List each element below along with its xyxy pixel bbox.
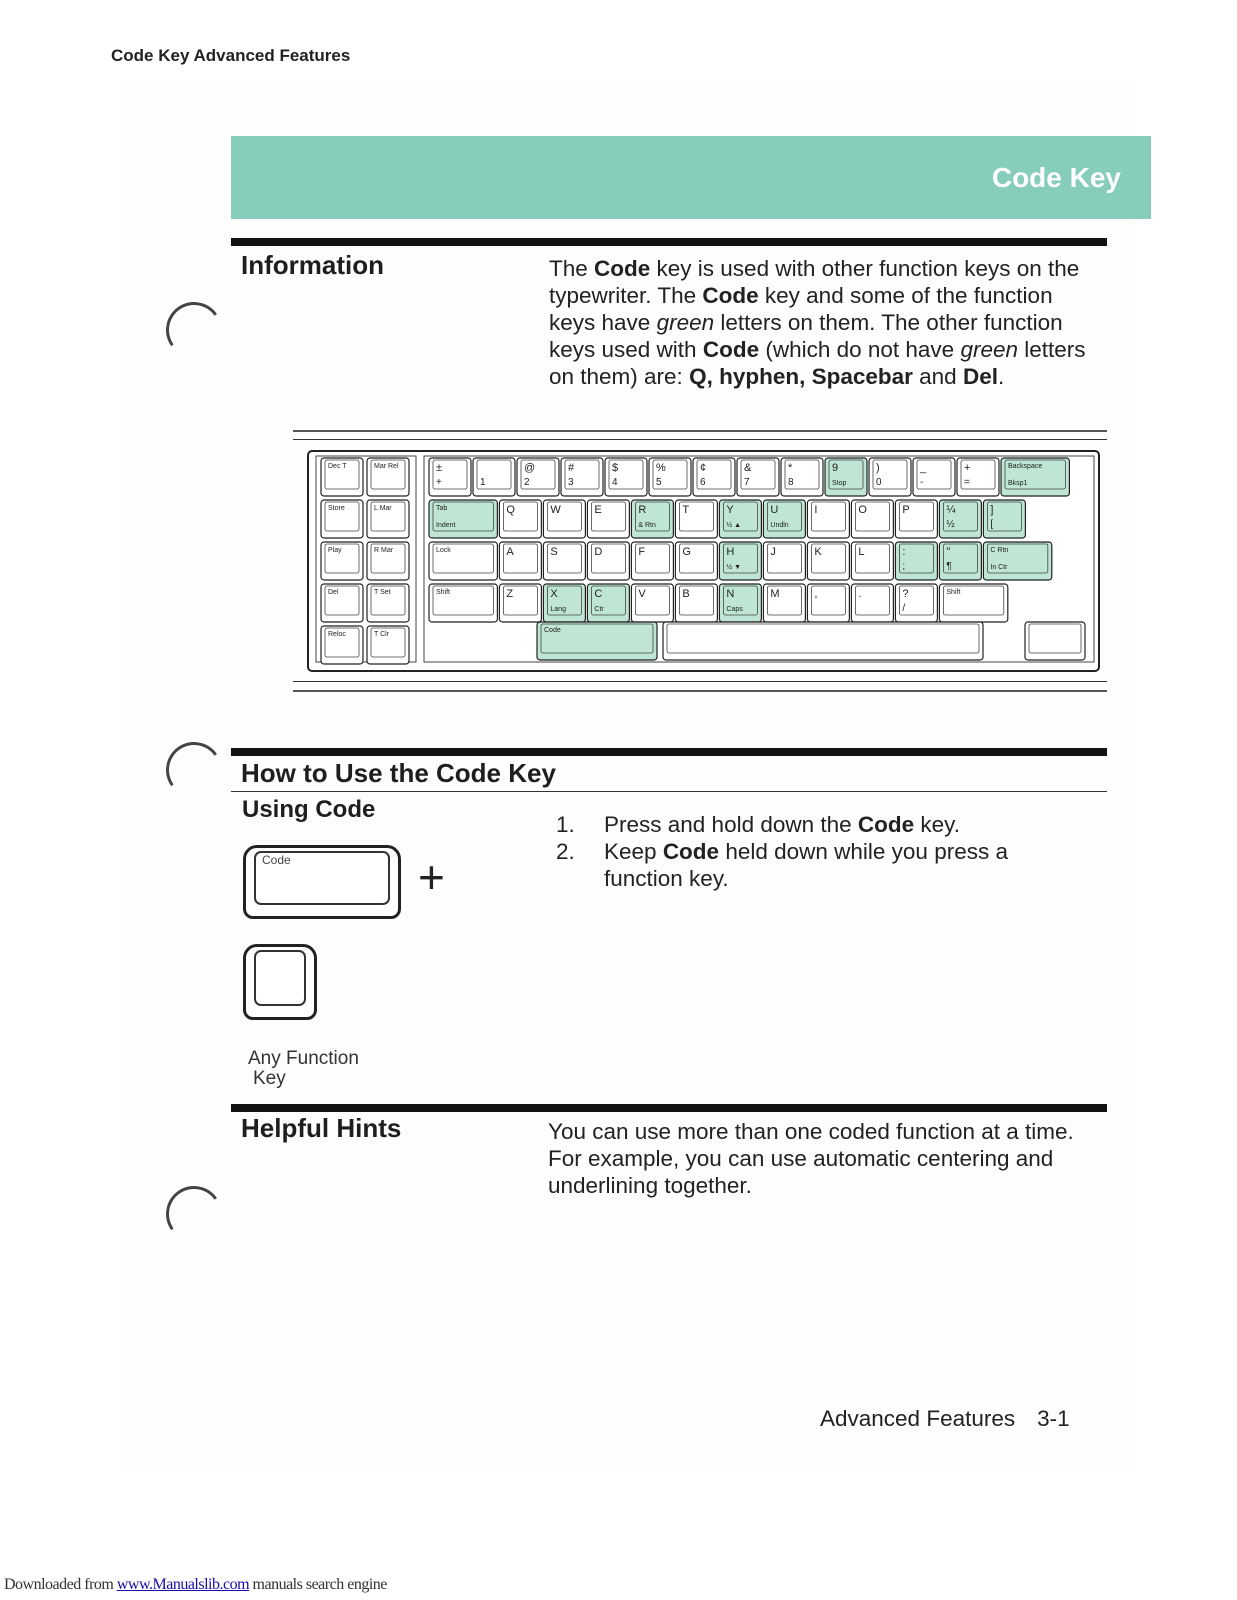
key-legend: H (726, 546, 735, 558)
key-legend: V (638, 588, 646, 600)
key-row1 (825, 458, 867, 496)
side-key (321, 626, 363, 664)
key-row1 (737, 458, 779, 496)
key-row1 (429, 458, 471, 496)
step-segment: key. (914, 812, 961, 837)
side-key (321, 584, 363, 622)
key-legend: Reloc (328, 631, 346, 638)
key-row1 (561, 458, 603, 496)
key-row1 (517, 458, 559, 496)
key-row4 (895, 584, 937, 622)
section-rule (231, 1104, 1107, 1112)
figure-bottom-rule-2 (293, 690, 1107, 692)
key-legend: B (682, 588, 690, 600)
key-legend: ½ (946, 519, 955, 530)
key-legend: U (770, 504, 779, 516)
download-suffix: manuals search engine (249, 1576, 387, 1593)
key-legend: Caps (726, 606, 743, 613)
key-legend: K (814, 546, 822, 558)
key-row2 (851, 500, 893, 538)
key-row3 (429, 542, 497, 580)
information-segment: letters on them. The other function keys used with (549, 310, 1063, 362)
function-key-face (254, 950, 306, 1006)
any-function-key-caption (248, 1049, 359, 1089)
code-key-illustration (243, 845, 401, 919)
section-rule (231, 748, 1107, 756)
key-row4 (587, 584, 629, 622)
key-legend: , (814, 588, 818, 600)
key-legend: Shift (946, 589, 961, 596)
key-legend: Undln (770, 522, 789, 529)
key-legend: = (964, 477, 970, 488)
page-header: Code Key Advanced Features (111, 46, 351, 65)
key-legend: N (726, 588, 735, 600)
key-legend: . (858, 588, 862, 600)
key-legend: T Clr (374, 631, 390, 638)
key-legend: S (550, 546, 558, 558)
key-legend: ] (990, 504, 994, 516)
key-legend: ? (902, 588, 909, 600)
key-legend: " (946, 546, 951, 558)
key-row1 (781, 458, 823, 496)
key-row1 (693, 458, 735, 496)
step-segment: Press and hold down the (604, 812, 858, 837)
side-key (367, 542, 409, 580)
key-legend: In Ctr (990, 564, 1008, 571)
title-band (231, 136, 1151, 219)
page-footer (820, 1406, 1070, 1432)
key-row2 (983, 500, 1025, 538)
side-key (321, 500, 363, 538)
key-legend: ½ ▲ (726, 522, 742, 529)
key-row1 (1001, 458, 1069, 496)
key-row4 (675, 584, 717, 622)
key-legend: M (770, 588, 780, 600)
using-code-subheading: Using Code (242, 796, 376, 823)
key-row1 (957, 458, 999, 496)
keyboard-diagram (307, 450, 1102, 676)
key-row4 (429, 584, 497, 622)
key-legend: Z (506, 588, 514, 600)
key-legend: ; (902, 561, 906, 572)
key-legend: O (858, 504, 867, 516)
code-key-label: Code (262, 853, 291, 867)
key-legend: / (902, 603, 906, 614)
section-rule (231, 238, 1107, 246)
key-legend: Ctr (594, 606, 604, 613)
key-legend: & (744, 462, 752, 474)
key-legend: C Rtn (990, 547, 1009, 554)
key-legend: ¶ (946, 561, 952, 572)
key-legend: R (638, 504, 647, 516)
key-legend: & Rtn (638, 522, 656, 529)
key-row3 (807, 542, 849, 580)
key-row2 (543, 500, 585, 538)
manualslib-link[interactable]: www.Manualslib.com (116, 1576, 250, 1593)
key-row1 (869, 458, 911, 496)
key-legend: I (814, 504, 818, 516)
key-legend: T (682, 504, 690, 516)
figure-top-rule-2 (293, 439, 1107, 440)
code-key (537, 622, 657, 660)
key-row4 (807, 584, 849, 622)
key-legend: 9 (832, 462, 839, 474)
key-row2 (429, 500, 497, 538)
key-legend: Q (506, 504, 515, 516)
key-row3 (851, 542, 893, 580)
key-legend: + (964, 462, 971, 474)
key-legend: R Mar (374, 547, 394, 554)
key-row4 (499, 584, 541, 622)
key-legend: Dec T (328, 463, 347, 470)
key-legend: L (858, 546, 865, 558)
key-row4 (719, 584, 761, 622)
key-legend: @ (524, 462, 536, 474)
step-number: 1. (556, 812, 575, 837)
caption-line-2: Key (253, 1068, 286, 1089)
key-row2 (631, 500, 673, 538)
key-legend: ¼ (946, 504, 956, 516)
step-number: 2. (556, 839, 575, 864)
key-row4 (631, 584, 673, 622)
key-row2 (587, 500, 629, 538)
step-segment: Code (857, 812, 915, 837)
information-segment: key is used with other function keys on the typewriter. The (549, 256, 1080, 308)
key-legend: Code (544, 627, 561, 634)
key-legend: Backspace (1008, 463, 1043, 470)
key-legend: Play (328, 547, 342, 554)
key-row2 (675, 500, 717, 538)
key-row3 (543, 542, 585, 580)
information-segment: Code (594, 256, 651, 281)
key-row3 (675, 542, 717, 580)
information-segment: Q, hyphen, Spacebar (689, 364, 913, 389)
information-segment: Code (702, 283, 759, 308)
key-row1 (649, 458, 691, 496)
key-row3 (631, 542, 673, 580)
key-row4 (763, 584, 805, 622)
key-legend: Shift (436, 589, 451, 596)
key-row3 (499, 542, 541, 580)
step-item (556, 811, 1084, 838)
footer-label: Advanced Features (820, 1406, 1016, 1431)
key-legend: T Set (374, 589, 391, 596)
figure-bottom-rule (293, 681, 1107, 682)
side-key (321, 458, 363, 496)
side-key (367, 584, 409, 622)
side-key (367, 458, 409, 496)
key-row2 (895, 500, 937, 538)
step-text (604, 839, 1008, 891)
band-title: Code Key (991, 162, 1121, 193)
key-row4 (543, 584, 585, 622)
key-row2 (719, 500, 761, 538)
step-segment: Code (662, 839, 720, 864)
key-legend: Bksp1 (1008, 480, 1028, 487)
key-legend: Mar Rel (374, 463, 399, 470)
key-legend: 3 (568, 477, 574, 488)
step-item (556, 838, 1084, 892)
information-segment: Del (962, 364, 998, 389)
key-legend: 7 (744, 477, 750, 488)
key-legend: % (656, 462, 666, 474)
key-legend: # (568, 462, 575, 474)
hints-heading: Helpful Hints (241, 1113, 402, 1143)
key-legend: ½ ▼ (726, 564, 742, 571)
side-key (321, 542, 363, 580)
information-segment: Code (702, 337, 760, 362)
information-segment: green (960, 337, 1018, 362)
key-legend: 1 (480, 477, 486, 488)
key-legend: G (682, 546, 691, 558)
key-legend: 6 (700, 477, 706, 488)
information-segment: key and some of the function keys have (549, 283, 1053, 335)
key-legend: 4 (612, 477, 618, 488)
key-legend: ¢ (700, 462, 707, 474)
information-heading: Information (241, 250, 384, 280)
information-segment: The (549, 256, 595, 281)
key-row1 (473, 458, 515, 496)
key-legend: P (902, 504, 910, 516)
key-row2 (807, 500, 849, 538)
function-key-illustration (243, 944, 317, 1020)
information-text (549, 255, 1101, 390)
key-legend: _ (920, 462, 927, 474)
key-legend: $ (612, 462, 619, 474)
key-legend: Y (726, 504, 734, 516)
key-row1 (913, 458, 955, 496)
download-credit (4, 1576, 387, 1594)
key-legend: L Mar (374, 505, 392, 512)
key-row4 (851, 584, 893, 622)
key-legend: Lock (436, 547, 451, 554)
key-row3 (939, 542, 981, 580)
key-legend: 5 (656, 477, 662, 488)
key-legend: - (920, 477, 924, 488)
key-legend: D (594, 546, 603, 558)
key-legend: Del (328, 589, 339, 596)
key-row4 (939, 584, 1007, 622)
key-row3 (763, 542, 805, 580)
key-legend: [ (990, 519, 994, 530)
key-legend: A (506, 546, 514, 558)
key-legend: C (594, 588, 603, 600)
side-key (367, 500, 409, 538)
key-row3 (719, 542, 761, 580)
key-row3 (895, 542, 937, 580)
side-key (367, 626, 409, 664)
key-legend: F (638, 546, 646, 558)
key-row3 (983, 542, 1051, 580)
step-text (604, 812, 960, 837)
key-legend: J (770, 546, 776, 558)
key-legend: ) (876, 462, 880, 474)
how-to-heading: How to Use the Code Key (241, 758, 556, 788)
plus-sign: + (418, 851, 445, 903)
function-key (1025, 622, 1085, 660)
spacebar-key (663, 622, 983, 660)
steps-list (556, 811, 1084, 892)
key-legend: 2 (524, 477, 530, 488)
information-segment: (which do not have (759, 337, 961, 362)
information-segment: letters on them) are: (549, 337, 1086, 389)
key-row3 (587, 542, 629, 580)
figure-top-rule (293, 430, 1107, 432)
key-legend: * (788, 462, 793, 474)
key-legend: + (436, 477, 442, 488)
key-legend: Stop (832, 480, 847, 487)
key-row2 (499, 500, 541, 538)
page-number: 3-1 (1037, 1406, 1070, 1431)
key-legend: : (902, 546, 906, 558)
key-legend: X (550, 588, 558, 600)
key-legend: 0 (876, 477, 882, 488)
key-legend: Indent (436, 522, 456, 529)
key-legend: E (594, 504, 602, 516)
step-segment: held down while you press a function key. (604, 839, 1008, 891)
key-legend: ± (436, 462, 443, 474)
information-segment: and (912, 364, 963, 389)
heading-underline (231, 791, 1107, 792)
information-segment: green (656, 310, 715, 335)
key-legend: Tab (436, 505, 448, 512)
hints-text: You can use more than one coded function at a time. For example, you can use automatic centering and underlining together. (548, 1119, 1074, 1198)
key-row2 (939, 500, 981, 538)
key-row1 (605, 458, 647, 496)
key-legend: Lang (550, 606, 566, 613)
download-prefix: Downloaded from (4, 1576, 117, 1593)
caption-line-1: Any Function (248, 1048, 359, 1069)
key-row2 (763, 500, 805, 538)
step-segment: Keep (604, 839, 663, 864)
information-segment: . (997, 364, 1005, 389)
key-legend: W (550, 504, 561, 516)
key-legend: Store (328, 505, 345, 512)
key-legend: 8 (788, 477, 794, 488)
